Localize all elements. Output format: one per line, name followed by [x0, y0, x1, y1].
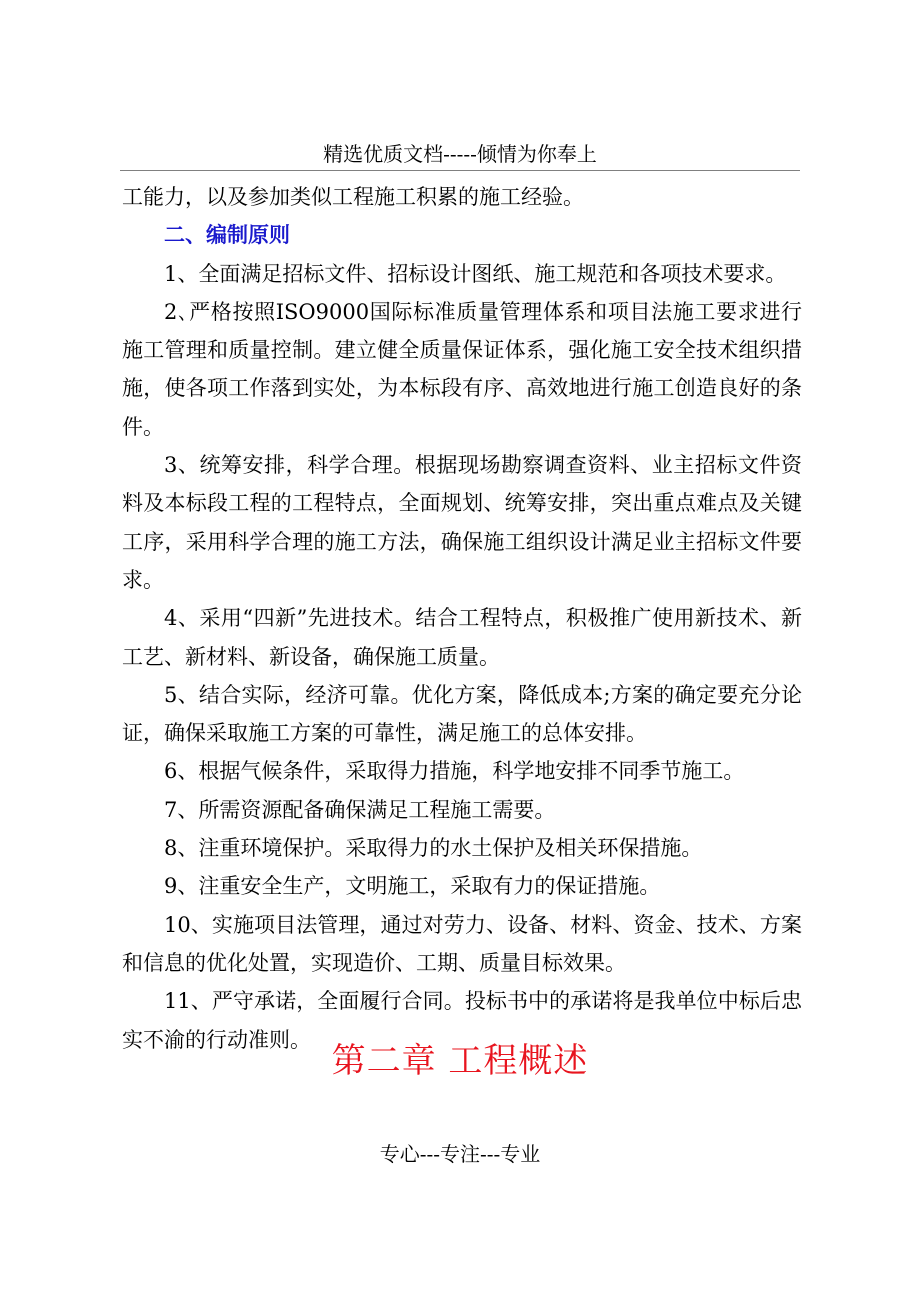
document-body — [122, 178, 802, 1059]
principle-paragraph-8: 8、注重环境保护。采取得力的水土保护及相关环保措施。 — [164, 836, 703, 861]
continuation-paragraph: 工能力，以及参加类似工程施工积累的施工经验。 — [122, 185, 584, 209]
principle-paragraph-9: 9、注重安全生产，文明施工，采取有力的保证措施。 — [164, 874, 661, 899]
principle-paragraph-11: 11、严守承诺，全面履行合同。投标书中的承诺将是我单位中标后忠实不渝的行动准则。 — [122, 989, 802, 1052]
principle-paragraph-3: 3、统筹安排，科学合理。根据现场勘察调查资料、业主招标文件资料及本标段工程的工程特点，全面规划、统筹安排，突出重点难点及关键工序，采用科学合理的施工方法，确保施工组织设计满足业主招标文件要求。 — [122, 453, 802, 592]
chapter-title: 第二章 工程概述 — [331, 1041, 589, 1081]
principle-paragraph-6: 6、根据气候条件，采取得力措施，科学地安排不同季节施工。 — [164, 759, 745, 784]
principle-paragraph-10: 10、实施项目法管理，通过对劳力、设备、材料、资金、技术、方案和信息的优化处置，实现造价、工期、质量目标效果。 — [122, 912, 802, 975]
principle-paragraph-7: 7、所需资源配备确保满足工程施工需要。 — [164, 797, 556, 822]
header-divider — [120, 170, 800, 171]
page-header: 精选优质文档-----倾情为你奉上 — [323, 142, 597, 166]
section-title: 二、编制原则 — [164, 222, 290, 248]
page-footer: 专心---专注---专业 — [379, 1142, 541, 1166]
principle-paragraph-2: 2､严格按照ISO9000国际标准质量管理体系和项目法施工要求进行施工管理和质量控制。建立健全质量保证体系，强化施工安全技术组织措施，使各项工作落到实处，为本标段有序、高效地进行施工创造良好的条件。 — [122, 299, 802, 439]
principle-paragraph-1: 1、全面满足招标文件、招标设计图纸、施工规范和各项技术要求。 — [164, 261, 787, 286]
principle-paragraph-4: 4、采用“四新”先进技术。结合工程特点，积极推广使用新技术、新工艺、新材料、新设备，确保施工质量。 — [122, 606, 802, 669]
principle-paragraph-5: 5、结合实际，经济可靠。优化方案，降低成本;方案的确定要充分论证，确保采取施工方案的可靠性，满足施工的总体安排。 — [122, 682, 802, 746]
